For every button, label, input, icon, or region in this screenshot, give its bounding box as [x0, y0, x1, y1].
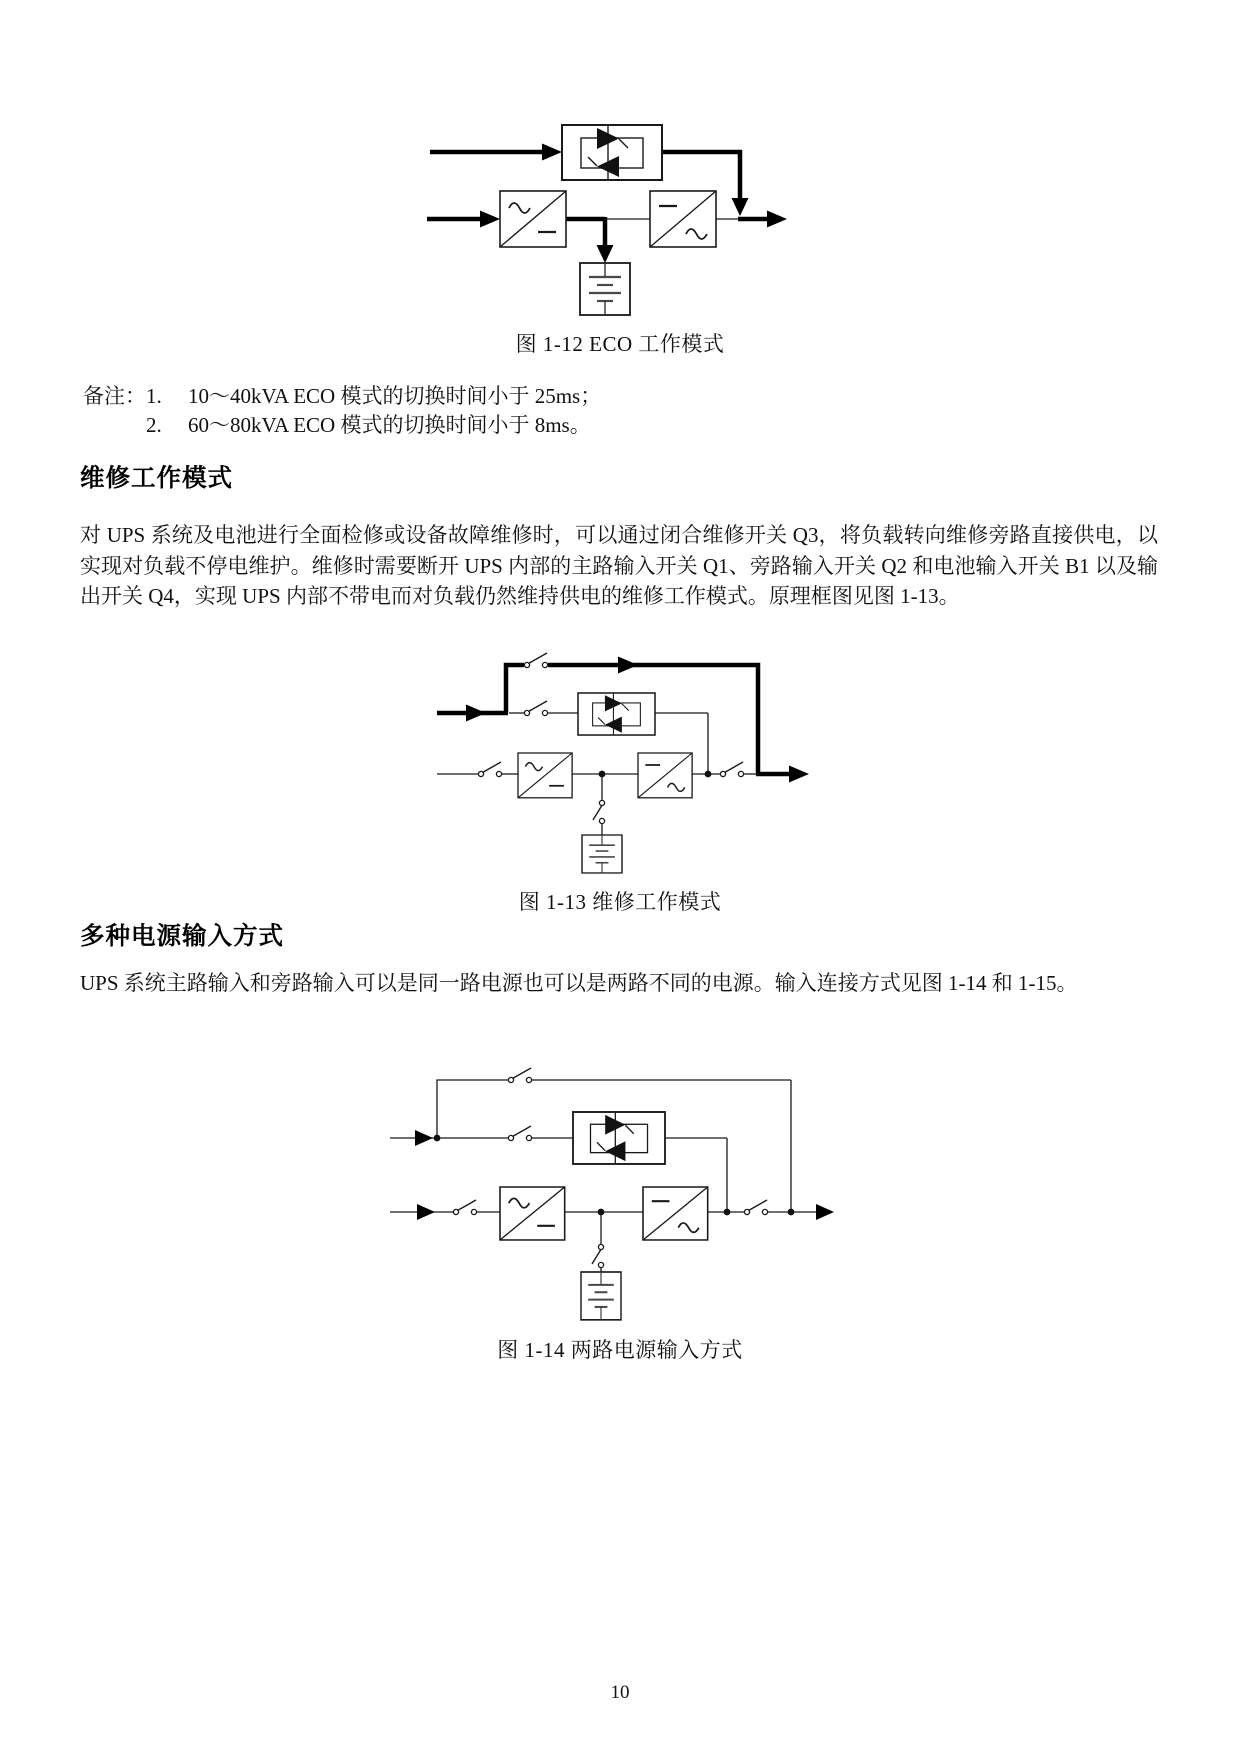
- junction-dot: [599, 771, 606, 778]
- battery-switch-b1: [593, 800, 605, 823]
- output-switch: [744, 1200, 767, 1215]
- notes-label: 备注：: [83, 384, 146, 408]
- battery-symbol: [582, 835, 622, 873]
- inverter-symbol: [643, 1187, 708, 1240]
- note-number: 1.: [146, 384, 162, 408]
- junction-dot: [434, 1135, 441, 1142]
- input-arrow: [466, 705, 486, 722]
- battery-symbol: [581, 1272, 621, 1320]
- maintenance-bypass-arrow: [618, 657, 638, 674]
- page-number: 10: [610, 1682, 630, 1703]
- note-number: 2.: [146, 413, 162, 437]
- main-input-switch: [453, 1200, 476, 1215]
- junction-dot: [788, 1209, 795, 1216]
- rectifier-symbol: [500, 1187, 565, 1240]
- note-item: [146, 382, 601, 411]
- figure-dual-input-diagram: [385, 1060, 840, 1328]
- section-heading-maintenance: 维修工作模式: [80, 465, 233, 492]
- maintenance-switch-q3: [524, 653, 547, 668]
- bypass-input-arrow: [415, 1130, 433, 1146]
- figure-eco-mode-diagram: [425, 108, 795, 320]
- wires: [437, 665, 791, 836]
- output-switch-q4: [720, 762, 743, 777]
- main-input-switch-q1: [478, 762, 501, 777]
- rectifier-symbol: [500, 191, 566, 247]
- battery-arrow: [597, 245, 614, 263]
- figure-1-13-caption: 图 1-13 维修工作模式: [518, 890, 722, 914]
- maintenance-paragraph: 对 UPS 系统及电池进行全面检修或设备故障维修时，可以通过闭合维修开关 Q3，将负载转向维修旁路直接供电，以实现对负载不停电维护。维修时需要断开 UPS 内部的主路输入开关 Q1、旁路输入开关 Q2 和电池输入开关 B1 以及输出开关 Q4，实现 UPS 内部不带电而对负载仍然维持供电的维修工作模式。原理框图见图 1-13。: [80, 523, 1158, 608]
- figure-maintenance-mode-diagram: [420, 650, 820, 886]
- static-bypass-symbol: [578, 693, 655, 735]
- figure-1-12-caption: 图 1-12 ECO 工作模式: [515, 332, 725, 356]
- figure-1-14-caption: 图 1-14 两路电源输入方式: [497, 1338, 743, 1362]
- maintenance-switch: [508, 1068, 531, 1083]
- bypass-input-arrow: [542, 144, 562, 161]
- main-input-arrow: [417, 1204, 435, 1220]
- bypass-output-arrow: [732, 198, 749, 216]
- output-arrow: [767, 211, 787, 228]
- bypass-input-switch: [508, 1126, 531, 1141]
- bypass-switch-q2: [524, 701, 547, 716]
- wires: [390, 1080, 818, 1272]
- section-heading-multi-input: 多种电源输入方式: [80, 923, 284, 950]
- static-bypass-symbol: [573, 1112, 665, 1164]
- multi-input-paragraph: UPS 系统主路输入和旁路输入可以是同一路电源也可以是两路不同的电源。输入连接方式见图 1-14 和 1-15。: [80, 971, 1078, 995]
- notes-block: [83, 382, 601, 440]
- inverter-symbol: [650, 191, 716, 247]
- note-item: [146, 411, 601, 440]
- inverter-symbol: [638, 753, 692, 798]
- output-arrow: [789, 766, 809, 783]
- static-bypass-symbol: [562, 125, 662, 180]
- battery-symbol: [580, 263, 630, 315]
- rectifier-symbol: [518, 753, 572, 798]
- output-arrow: [816, 1204, 834, 1220]
- notes-items: [146, 382, 601, 440]
- battery-switch: [592, 1244, 604, 1267]
- junction-dot: [724, 1209, 731, 1216]
- junction-dot: [598, 1209, 605, 1216]
- main-input-arrow: [480, 211, 500, 228]
- junction-dot: [705, 771, 712, 778]
- note-text: 10～40kVA ECO 模式的切换时间小于 25ms；: [188, 384, 602, 408]
- note-text: 60～80kVA ECO 模式的切换时间小于 8ms。: [188, 413, 591, 437]
